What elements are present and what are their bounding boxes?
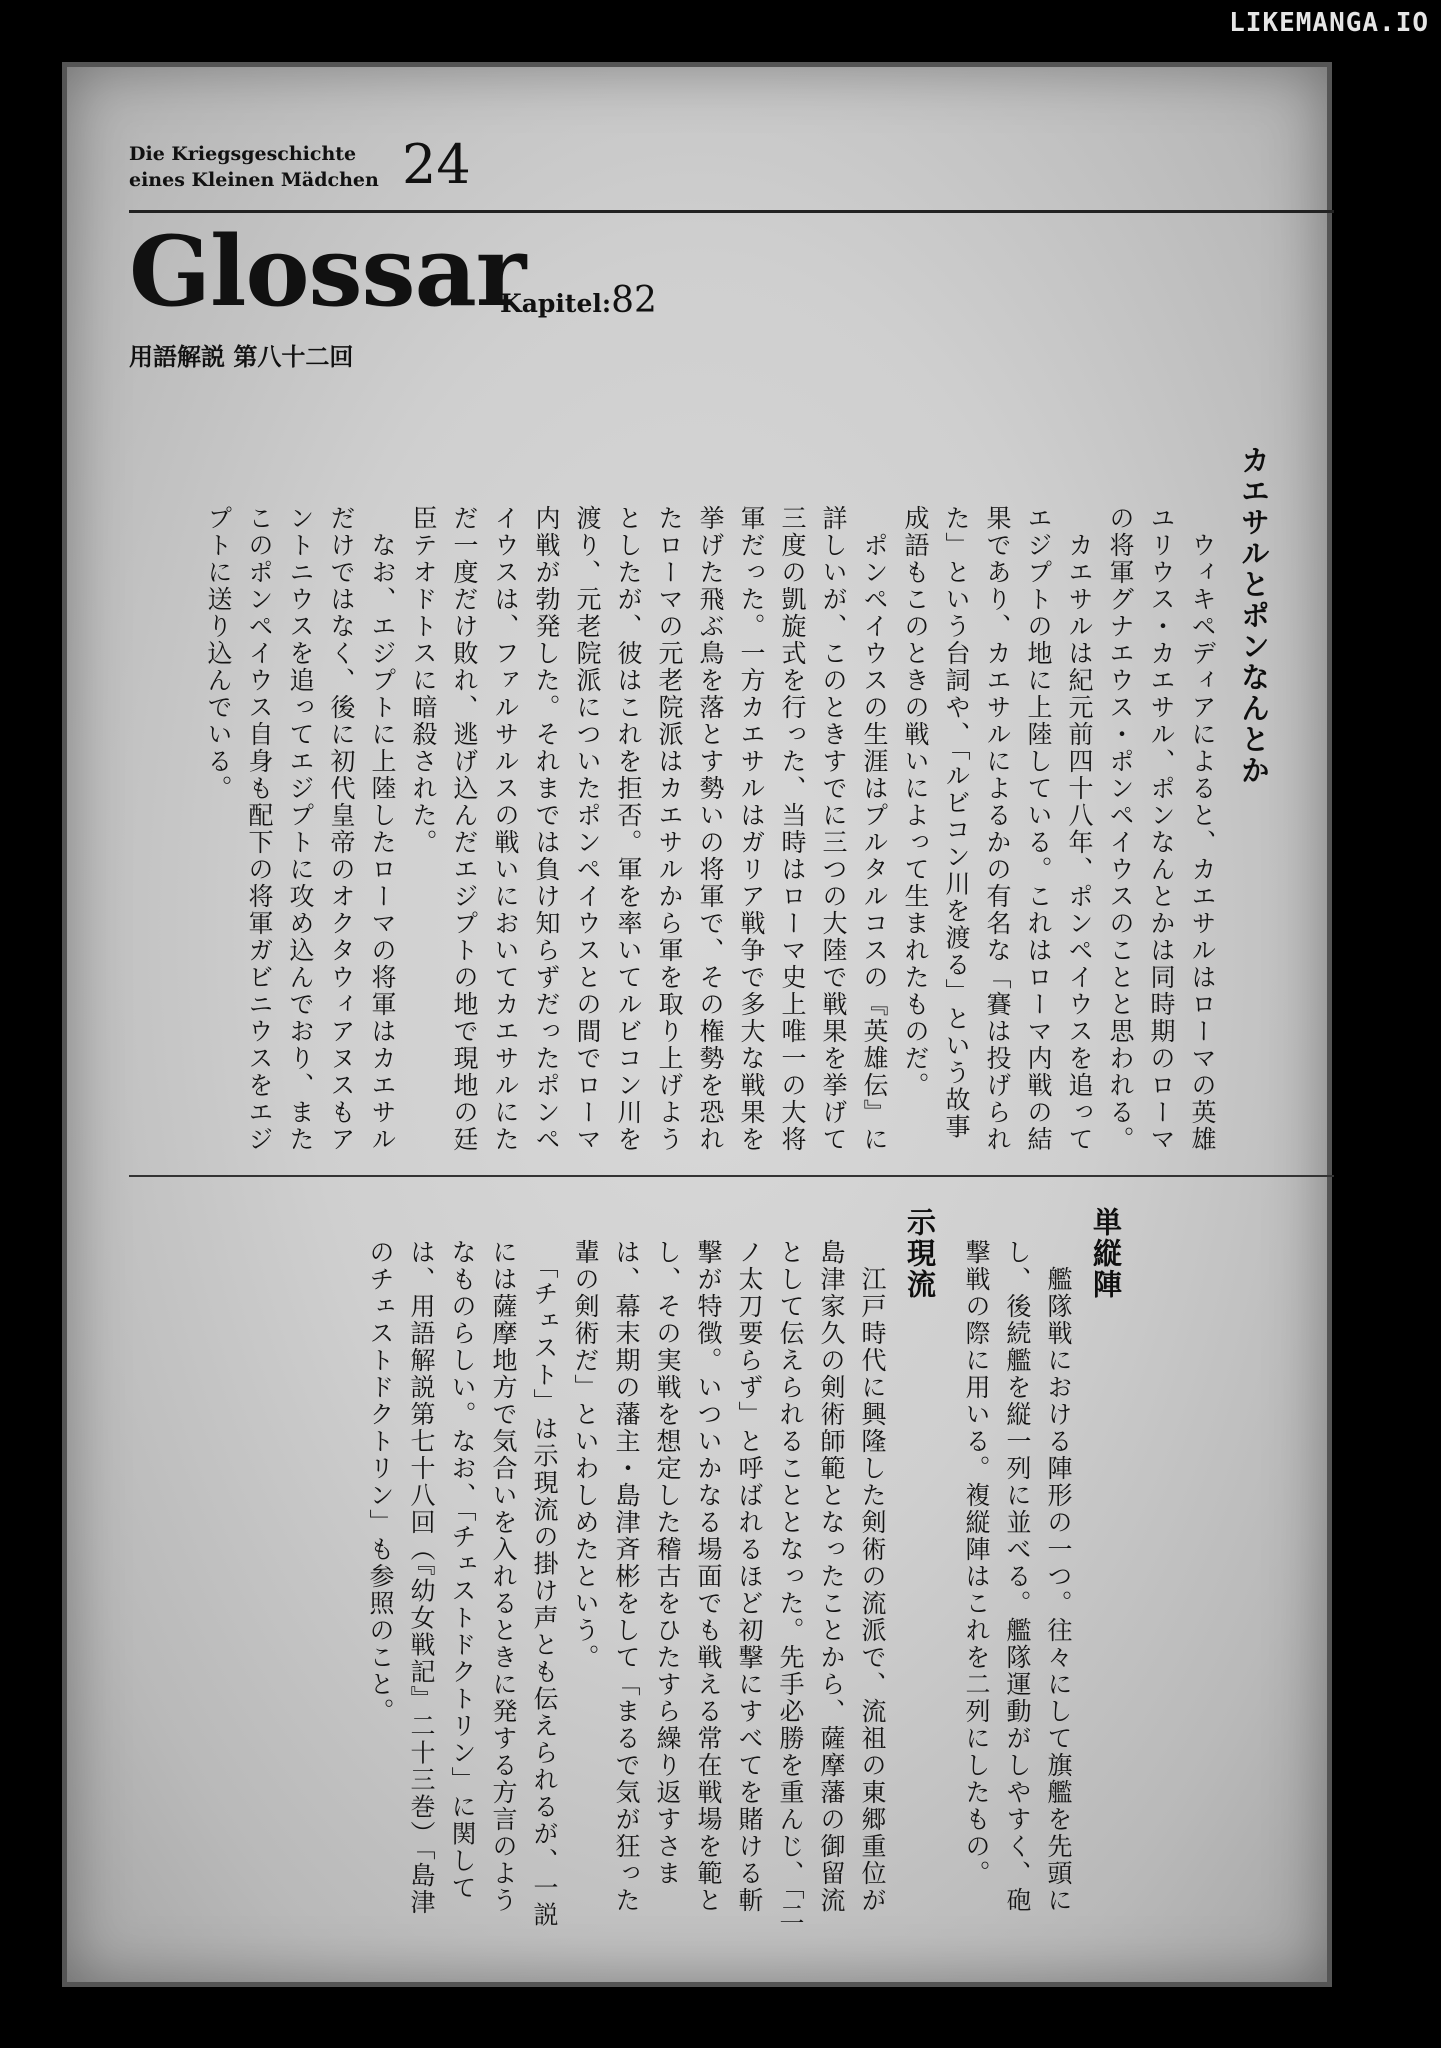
chapter-number: 82 bbox=[611, 280, 657, 321]
section-divider bbox=[129, 1175, 1334, 1177]
entry-heading-caesar: カエサルとポンなんとか bbox=[1237, 445, 1271, 786]
chapter-label-text: Kapitel: bbox=[500, 289, 612, 318]
entry-body-single-column: 艦隊戦における陣形の一つ。往々にして旗艦を先頭にし、後続艦を縦一列に並べる。艦隊運動がしやすく、砲撃戦の際に用いる。複縦陣はこれを二列にしたもの。 bbox=[962, 1239, 1073, 1914]
glossary-subtitle: 用語解説 第八十二回 bbox=[129, 342, 354, 371]
entry-heading-jigen-ryu: 示現流 bbox=[903, 1207, 937, 1300]
chapter-label bbox=[500, 280, 657, 321]
entry-body-caesar: ウィキペディアによると、カエサルはローマの英雄ユリウス・カエサル、ポンなんとかは同時期のローマの将軍グナエウス・ポンペイウスのことと思われる。 カエサルは紀元前四十八年、ポンペイウスを追ってエジプトの地に上陸している。これはローマ内戦の結果であり、カエサルによるかの有名な「賽は投げられた」という台詞や、「ルビコン川を渡る」という故事成語もこのときの戦いによって生まれたものだ。 ポンペイウスの生涯はプルタルコスの『英雄伝』に詳しいが、このときすでに三つの大陸で戦果を挙げて三度の凱旋式を行った、当時はローマ史上唯一の大将軍だった。一方カエサルはガリア戦争で多大な戦果を挙げた飛ぶ鳥を落とす勢いの将軍で、その権勢を恐れたローマの元老院派はカエサルから軍を取り上げようとしたが、彼はこれを拒否。軍を率いてルビコン川を渡り、元老院派についたポンペイウスとの間でローマ内戦が勃発した。それまでは負け知らずだったポンペイウスは、ファルサルスの戦いにおいてカエサルにただ一度だけ敗れ、逃げ込んだエジプトの地で現地の廷臣テオドトスに暗殺された。 なお、エジプトに上陸したローマの将軍はカエサルだけではなく、後に初代皇帝のオクタウィアヌスもアントニウスを追ってエジプトに攻め込んでおり、またこのポンペイウス自身も配下の将軍ガビニウスをエジプトに送り込んでいる。 bbox=[204, 505, 1217, 1153]
header-rule bbox=[129, 210, 1334, 213]
volume-number: 24 bbox=[402, 133, 471, 196]
entry-heading-single-column: 単縦陣 bbox=[1089, 1207, 1123, 1300]
glossar-title: Glossar bbox=[129, 215, 526, 328]
site-watermark: LIKEMANGA.IO bbox=[1229, 8, 1429, 38]
page-frame bbox=[62, 62, 1332, 1987]
series-title: Die Kriegsgeschichte eines Kleinen Mädchen bbox=[129, 143, 379, 191]
entry-body-jigen-ryu: 江戸時代に興隆した剣術の流派で、流祖の東郷重位が島津家久の剣術師範となったことから、薩摩藩の御留流として伝えられることとなった。先手必勝を重んじ、「二ノ太刀要らず」と呼ばれるほど初撃にすべてを賭ける斬撃が特徴。いついかなる場面でも戦える常在戦場を範とし、その実戦を想定した稽古をひたすら繰り返すさまは、幕末期の藩主・島津斉彬をして「まるで気が狂った輩の剣術だ」といわしめたという。 「チェスト」は示現流の掛け声とも伝えられるが、一説には薩摩地方で気合いを入れるときに発する方言のようなものらしい。なお、「チェストドクトリン」に関しては、用語解説第七十八回（『幼女戦記』二十三巻）「島津のチェストドクトリン」も参照のこと。 bbox=[366, 1239, 887, 1929]
